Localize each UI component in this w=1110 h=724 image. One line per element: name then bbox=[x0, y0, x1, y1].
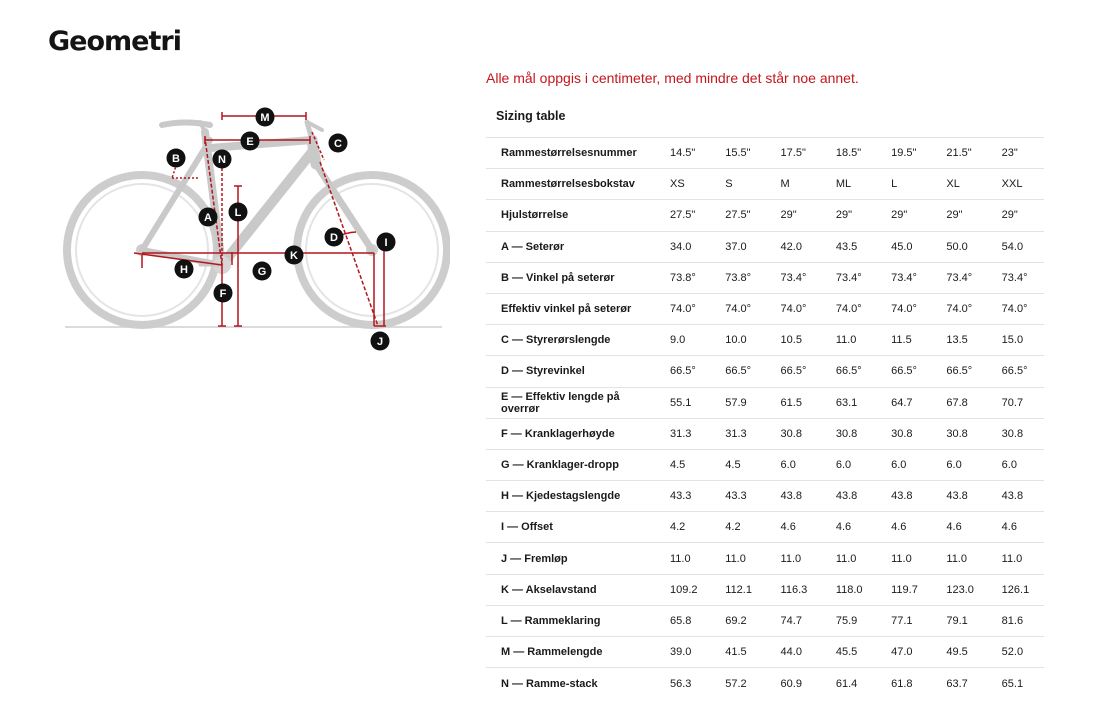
table-cell: 66.5° bbox=[669, 365, 696, 378]
marker-c bbox=[329, 134, 348, 153]
table-cell: 43.8 bbox=[946, 490, 968, 503]
row-label: M — Rammelengde bbox=[501, 646, 603, 659]
table-cell: 27.5" bbox=[725, 209, 751, 222]
marker-f bbox=[214, 284, 233, 303]
table-cell: 11.0 bbox=[669, 552, 691, 565]
table-cell: 109.2 bbox=[669, 583, 698, 596]
svg-text:L: L bbox=[234, 207, 242, 219]
table-cell: 18.5" bbox=[835, 147, 862, 160]
table-cell: 6.0 bbox=[946, 458, 962, 471]
row-label: K — Akselavstand bbox=[501, 583, 597, 596]
page-title: Geometri bbox=[48, 26, 181, 57]
table-cell: 66.5° bbox=[946, 365, 973, 378]
table-cell: 45.5 bbox=[835, 646, 858, 659]
table-cell: 74.0° bbox=[780, 303, 807, 316]
table-cell: 23" bbox=[1001, 147, 1018, 160]
table-row bbox=[486, 574, 1044, 605]
svg-text:K: K bbox=[290, 250, 298, 262]
table-cell: 11.5 bbox=[891, 334, 912, 347]
table-cell: 43.8 bbox=[891, 490, 913, 503]
table-cell: 30.8 bbox=[780, 427, 802, 440]
table-cell: 66.5° bbox=[835, 365, 862, 378]
table-cell: 4.5 bbox=[725, 458, 741, 471]
table-cell: 73.8° bbox=[669, 271, 696, 284]
svg-text:C: C bbox=[334, 138, 342, 150]
table-cell: XXL bbox=[1001, 178, 1023, 191]
table-cell: 4.2 bbox=[669, 521, 686, 534]
table-cell: 21.5" bbox=[946, 147, 972, 160]
table-cell: 29" bbox=[891, 209, 908, 222]
table-cell: 74.0° bbox=[1001, 303, 1028, 316]
table-cell: 30.8 bbox=[835, 427, 858, 440]
table-cell: 74.0° bbox=[835, 303, 862, 316]
row-label: D — Styrevinkel bbox=[501, 365, 585, 378]
table-row bbox=[486, 387, 1044, 418]
row-label: Hjulstørrelse bbox=[501, 209, 569, 222]
table-cell: 4.6 bbox=[780, 521, 796, 534]
table-cell: 30.8 bbox=[891, 427, 913, 440]
table-cell: 112.1 bbox=[725, 583, 752, 596]
table-cell: 11.0 bbox=[891, 552, 912, 565]
table-cell: 77.1 bbox=[891, 614, 913, 627]
table-row bbox=[486, 605, 1044, 636]
table-cell: XS bbox=[669, 178, 685, 191]
table-cell: 4.6 bbox=[891, 521, 907, 534]
table-cell: 70.7 bbox=[1001, 396, 1024, 409]
table-cell: 43.8 bbox=[780, 490, 802, 503]
table-cell: 6.0 bbox=[891, 458, 907, 471]
table-row bbox=[486, 231, 1044, 262]
table-cell: 75.9 bbox=[835, 614, 858, 627]
table-row bbox=[486, 668, 1044, 699]
table-cell: 67.8 bbox=[946, 396, 968, 409]
table-cell: 4.2 bbox=[725, 521, 741, 534]
svg-text:B: B bbox=[172, 153, 180, 165]
table-cell: 43.5 bbox=[835, 240, 858, 253]
table-row bbox=[486, 418, 1044, 449]
table-cell: 6.0 bbox=[1001, 458, 1017, 471]
table-cell: 63.7 bbox=[946, 677, 968, 690]
marker-i bbox=[377, 233, 396, 252]
table-row bbox=[486, 325, 1044, 356]
table-cell: 4.6 bbox=[835, 521, 852, 534]
row-label: E — Effektiv lengde på overrør bbox=[501, 390, 620, 415]
table-cell: S bbox=[725, 178, 733, 191]
table-cell: 17.5" bbox=[780, 147, 806, 160]
table-cell: 61.5 bbox=[780, 396, 802, 409]
table-cell: 50.0 bbox=[946, 240, 968, 253]
table-cell: 41.5 bbox=[725, 646, 747, 659]
geometry-table bbox=[486, 137, 1044, 699]
table-cell: 15.0 bbox=[1001, 334, 1024, 347]
marker-l bbox=[229, 203, 248, 222]
row-label: F — Kranklagerhøyde bbox=[501, 427, 615, 440]
table-cell: M bbox=[780, 178, 790, 191]
row-label: L — Rammeklaring bbox=[501, 614, 601, 627]
bike-geometry-svg bbox=[60, 100, 450, 360]
marker-g bbox=[253, 262, 272, 281]
table-row bbox=[486, 637, 1044, 668]
table-cell: 44.0 bbox=[780, 646, 802, 659]
marker-j bbox=[371, 332, 390, 351]
svg-text:H: H bbox=[180, 264, 188, 276]
table-cell: 74.0° bbox=[946, 303, 973, 316]
table-cell: 73.4° bbox=[946, 271, 973, 284]
table-cell: 43.3 bbox=[669, 490, 692, 503]
table-cell: 29" bbox=[835, 209, 852, 222]
table-cell: 11.0 bbox=[780, 552, 802, 565]
table-cell: 11.0 bbox=[725, 552, 746, 565]
svg-text:M: M bbox=[260, 112, 270, 124]
row-label: Effektiv vinkel på seterør bbox=[501, 303, 632, 316]
table-cell: 4.6 bbox=[946, 521, 962, 534]
table-cell: 31.3 bbox=[669, 427, 692, 440]
marker-d bbox=[325, 228, 344, 247]
svg-text:D: D bbox=[330, 232, 338, 244]
table-cell: 126.1 bbox=[1001, 583, 1030, 596]
table-cell: 43.8 bbox=[835, 490, 858, 503]
row-label: A — Seterør bbox=[501, 240, 565, 253]
table-cell: 47.0 bbox=[891, 646, 913, 659]
table-cell: 116.3 bbox=[780, 583, 808, 596]
table-row bbox=[486, 543, 1044, 574]
row-label: Rammestørrelsesbokstav bbox=[501, 178, 635, 191]
table-cell: 4.5 bbox=[669, 458, 686, 471]
table-cell: 57.9 bbox=[725, 396, 747, 409]
table-cell: 14.5" bbox=[669, 147, 696, 160]
table-cell: 27.5" bbox=[669, 209, 696, 222]
table-row bbox=[486, 200, 1044, 231]
table-cell: 66.5° bbox=[1001, 365, 1028, 378]
table-cell: 73.4° bbox=[1001, 271, 1028, 284]
table-cell: 43.3 bbox=[725, 490, 747, 503]
table-cell: 10.5 bbox=[780, 334, 802, 347]
table-cell: 19.5" bbox=[891, 147, 917, 160]
table-cell: 74.0° bbox=[891, 303, 917, 316]
table-cell: 66.5° bbox=[891, 365, 917, 378]
bike-geometry-diagram bbox=[60, 100, 450, 360]
table-cell: 9.0 bbox=[669, 334, 686, 347]
table-cell: 11.0 bbox=[835, 334, 857, 347]
table-cell: 31.3 bbox=[725, 427, 747, 440]
table-cell: 42.0 bbox=[780, 240, 802, 253]
row-label: N — Ramme-stack bbox=[501, 677, 598, 690]
table-row bbox=[486, 449, 1044, 480]
row-label: I — Offset bbox=[501, 521, 553, 534]
table-row bbox=[486, 356, 1044, 387]
row-label: Rammestørrelsesnummer bbox=[501, 147, 637, 160]
table-cell: 56.3 bbox=[669, 677, 692, 690]
table-cell: 73.4° bbox=[891, 271, 917, 284]
table-cell: 69.2 bbox=[725, 614, 747, 627]
table-cell: 74.0° bbox=[725, 303, 752, 316]
table-cell: 43.8 bbox=[1001, 490, 1024, 503]
table-cell: 34.0 bbox=[669, 240, 692, 253]
table-cell: 63.1 bbox=[835, 396, 858, 409]
table-cell: 65.1 bbox=[1001, 677, 1024, 690]
table-cell: 55.1 bbox=[669, 396, 692, 409]
svg-text:I: I bbox=[384, 237, 388, 249]
table-cell: 73.8° bbox=[725, 271, 752, 284]
table-cell: 61.8 bbox=[891, 677, 913, 690]
marker-h bbox=[175, 260, 194, 279]
table-cell: 66.5° bbox=[725, 365, 752, 378]
table-cell: 30.8 bbox=[946, 427, 968, 440]
svg-text:A: A bbox=[204, 212, 212, 224]
marker-m bbox=[256, 108, 275, 127]
table-cell: 6.0 bbox=[780, 458, 796, 471]
table-cell: 79.1 bbox=[946, 614, 968, 627]
table-cell: 81.6 bbox=[1001, 614, 1024, 627]
table-cell: L bbox=[891, 178, 898, 191]
table-row bbox=[486, 138, 1044, 169]
table-cell: 4.6 bbox=[1001, 521, 1017, 534]
table-cell: 54.0 bbox=[1001, 240, 1024, 253]
marker-n bbox=[213, 150, 232, 169]
table-cell: 118.0 bbox=[835, 583, 863, 596]
table-cell: 13.5 bbox=[946, 334, 968, 347]
marker-a bbox=[199, 208, 218, 227]
row-label: G — Kranklager-dropp bbox=[501, 458, 619, 471]
table-cell: 10.0 bbox=[725, 334, 747, 347]
table-cell: 119.7 bbox=[891, 583, 918, 596]
table-cell: 29" bbox=[946, 209, 963, 222]
table-cell: 11.0 bbox=[835, 552, 857, 565]
table-cell: 57.2 bbox=[725, 677, 747, 690]
table-cell: 30.8 bbox=[1001, 427, 1024, 440]
table-cell: 6.0 bbox=[835, 458, 852, 471]
table-cell: 37.0 bbox=[725, 240, 747, 253]
table-row bbox=[486, 293, 1044, 324]
table-cell: 49.5 bbox=[946, 646, 968, 659]
sizing-table-caption: Sizing table bbox=[496, 109, 566, 123]
table-cell: 29" bbox=[1001, 209, 1018, 222]
table-cell: XL bbox=[946, 178, 960, 191]
table-cell: 60.9 bbox=[780, 677, 802, 690]
table-cell: 64.7 bbox=[891, 396, 913, 409]
table-cell: 45.0 bbox=[891, 240, 913, 253]
table-cell: 11.0 bbox=[1001, 552, 1023, 565]
svg-text:E: E bbox=[246, 136, 254, 148]
table-row bbox=[486, 481, 1044, 512]
table-row bbox=[486, 169, 1044, 200]
table-cell: 65.8 bbox=[669, 614, 692, 627]
marker-e bbox=[241, 132, 260, 151]
svg-text:G: G bbox=[257, 266, 267, 278]
units-note: Alle mål oppgis i centimeter, med mindre det står noe annet. bbox=[486, 70, 859, 86]
svg-text:F: F bbox=[219, 288, 227, 300]
marker-b bbox=[167, 149, 186, 168]
row-label: B — Vinkel på seterør bbox=[501, 271, 615, 284]
table-cell: 73.4° bbox=[780, 271, 807, 284]
table-row bbox=[486, 262, 1044, 293]
table-cell: 73.4° bbox=[835, 271, 862, 284]
table-cell: 52.0 bbox=[1001, 646, 1024, 659]
table-cell: 61.4 bbox=[835, 677, 858, 690]
table-cell: 74.7 bbox=[780, 614, 802, 627]
marker-k bbox=[285, 246, 304, 265]
svg-text:J: J bbox=[376, 336, 384, 348]
row-label: C — Styrerørslengde bbox=[501, 334, 611, 347]
table-cell: 66.5° bbox=[780, 365, 807, 378]
table-cell: 74.0° bbox=[669, 303, 696, 316]
table-row bbox=[486, 512, 1044, 543]
svg-text:N: N bbox=[218, 154, 226, 166]
table-cell: 29" bbox=[780, 209, 797, 222]
table-cell: 123.0 bbox=[946, 583, 974, 596]
table-cell: ML bbox=[835, 178, 852, 191]
row-label: H — Kjedestagslengde bbox=[501, 490, 621, 503]
table-cell: 39.0 bbox=[669, 646, 692, 659]
table-cell: 15.5" bbox=[725, 147, 751, 160]
row-label: J — Fremløp bbox=[501, 552, 568, 565]
table-cell: 11.0 bbox=[946, 552, 967, 565]
